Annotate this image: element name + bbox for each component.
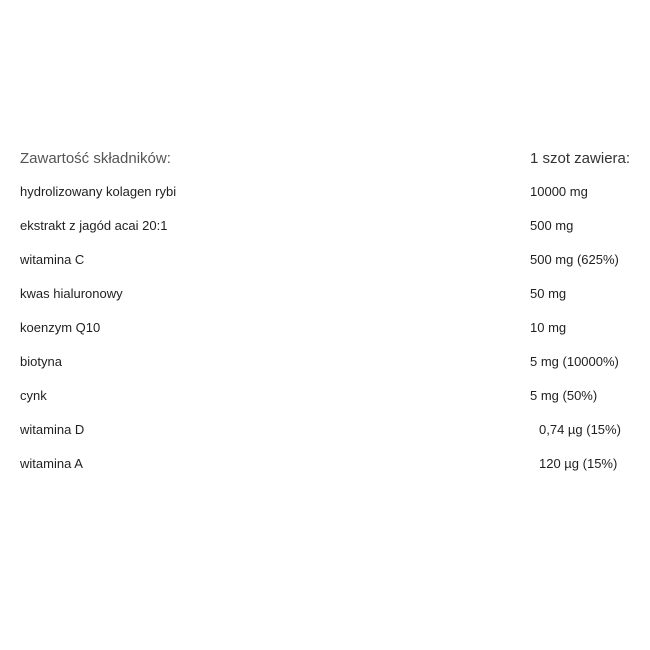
ingredient-amount: 120 µg (15%) xyxy=(539,456,618,471)
table-row xyxy=(20,388,640,422)
ingredient-amount: 10000 mg xyxy=(530,184,588,199)
table-row xyxy=(20,354,640,388)
table-row xyxy=(20,320,640,354)
table-row xyxy=(20,286,640,320)
ingredient-name: witamina C xyxy=(20,252,85,267)
ingredient-amount: 500 mg (625%) xyxy=(530,252,619,267)
ingredient-amount: 500 mg xyxy=(530,218,574,233)
ingredient-name: witamina A xyxy=(20,456,83,471)
ingredient-amount: 50 mg xyxy=(530,286,567,301)
amount-header: 1 szot zawiera: xyxy=(530,150,631,167)
table-row xyxy=(20,184,640,218)
ingredient-name: kwas hialuronowy xyxy=(20,286,123,301)
table-header xyxy=(20,150,640,172)
table-row xyxy=(20,422,640,456)
ingredient-name: ekstrakt z jagód acai 20:1 xyxy=(20,218,168,233)
ingredient-name: cynk xyxy=(20,388,47,403)
ingredients-header: Zawartość składników: xyxy=(20,150,171,167)
ingredients-table xyxy=(20,150,640,478)
ingredient-name: hydrolizowany kolagen rybi xyxy=(20,184,177,199)
ingredient-name: biotyna xyxy=(20,354,62,369)
ingredient-amount: 10 mg xyxy=(530,320,567,335)
table-row xyxy=(20,218,640,252)
ingredient-name: koenzym Q10 xyxy=(20,320,101,335)
ingredient-amount: 5 mg (50%) xyxy=(530,388,598,403)
table-body xyxy=(20,184,640,490)
ingredient-name: witamina D xyxy=(20,422,85,437)
ingredient-amount: 5 mg (10000%) xyxy=(530,354,619,369)
table-row xyxy=(20,456,640,490)
ingredient-amount: 0,74 µg (15%) xyxy=(539,422,621,437)
table-row xyxy=(20,252,640,286)
